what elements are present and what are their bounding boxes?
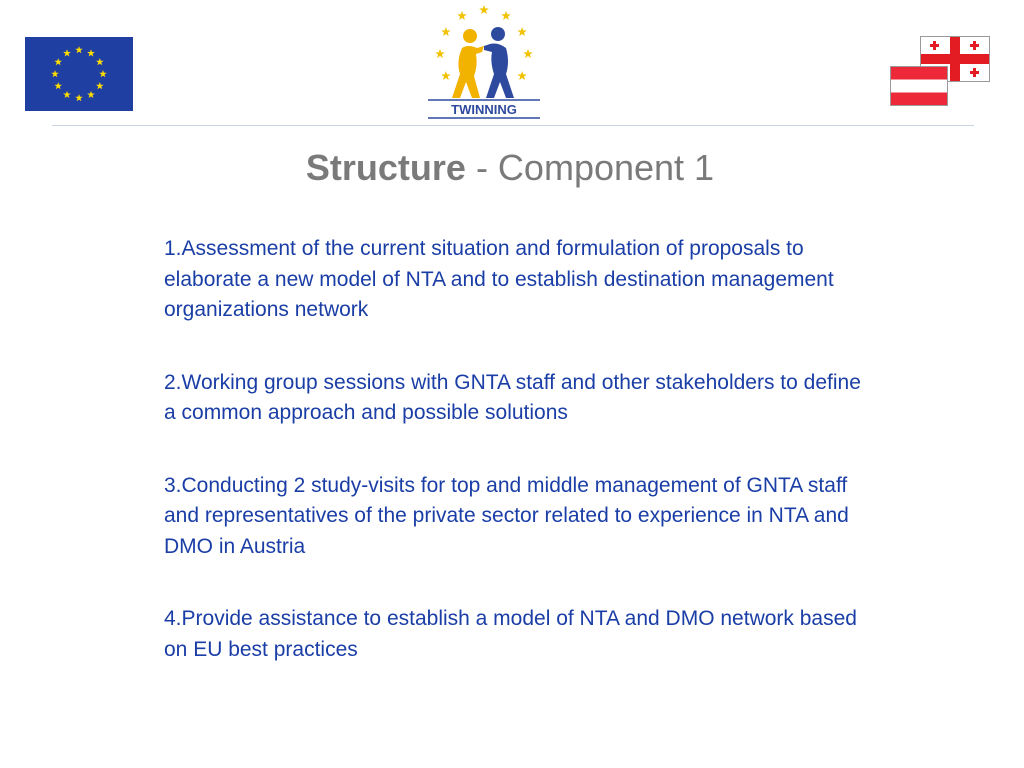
star-icon xyxy=(54,58,62,65)
star-icon xyxy=(54,82,62,89)
twinning-logo xyxy=(422,4,546,122)
slide-title xyxy=(0,146,1020,190)
star-icon xyxy=(99,70,107,77)
austria-flag-icon xyxy=(890,66,948,106)
eu-flag-icon xyxy=(25,37,133,111)
star-icon xyxy=(441,71,451,80)
star-icon xyxy=(87,91,95,98)
star-icon xyxy=(517,71,527,80)
component-list xyxy=(164,234,864,707)
list-item: 3.Conducting 2 study-visits for top and middle management of GNTA staff and representatives of the private sector related to experience in NTA and DMO in Austria xyxy=(164,473,849,558)
star-icon xyxy=(441,27,451,36)
star-icon xyxy=(523,49,533,58)
slide-title-rest: - Component 1 xyxy=(465,147,715,188)
list-item: 4.Provide assistance to establish a model of NTA and DMO network based on EU best practices xyxy=(164,607,857,661)
star-icon xyxy=(457,11,467,20)
star-icon xyxy=(96,82,104,89)
star-icon xyxy=(96,58,104,65)
star-icon xyxy=(51,70,59,77)
partner-flags xyxy=(890,36,992,114)
header-divider xyxy=(52,125,974,126)
star-icon xyxy=(75,94,83,101)
star-icon xyxy=(87,49,95,56)
list-item: 2.Working group sessions with GNTA staff and other stakeholders to define a common approach and possible solutions xyxy=(164,370,861,424)
star-icon xyxy=(63,49,71,56)
star-icon xyxy=(517,27,527,36)
twinning-logo-text: TWINNING xyxy=(451,102,517,117)
star-icon xyxy=(63,91,71,98)
star-icon xyxy=(75,46,83,53)
star-icon xyxy=(501,11,511,20)
list-item: 1.Assessment of the current situation and formulation of proposals to elaborate a new model of NTA and to establish destination management organizations network xyxy=(164,237,834,321)
slide-title-bold: Structure xyxy=(305,147,466,188)
star-icon xyxy=(479,5,489,14)
star-icon xyxy=(435,49,445,58)
